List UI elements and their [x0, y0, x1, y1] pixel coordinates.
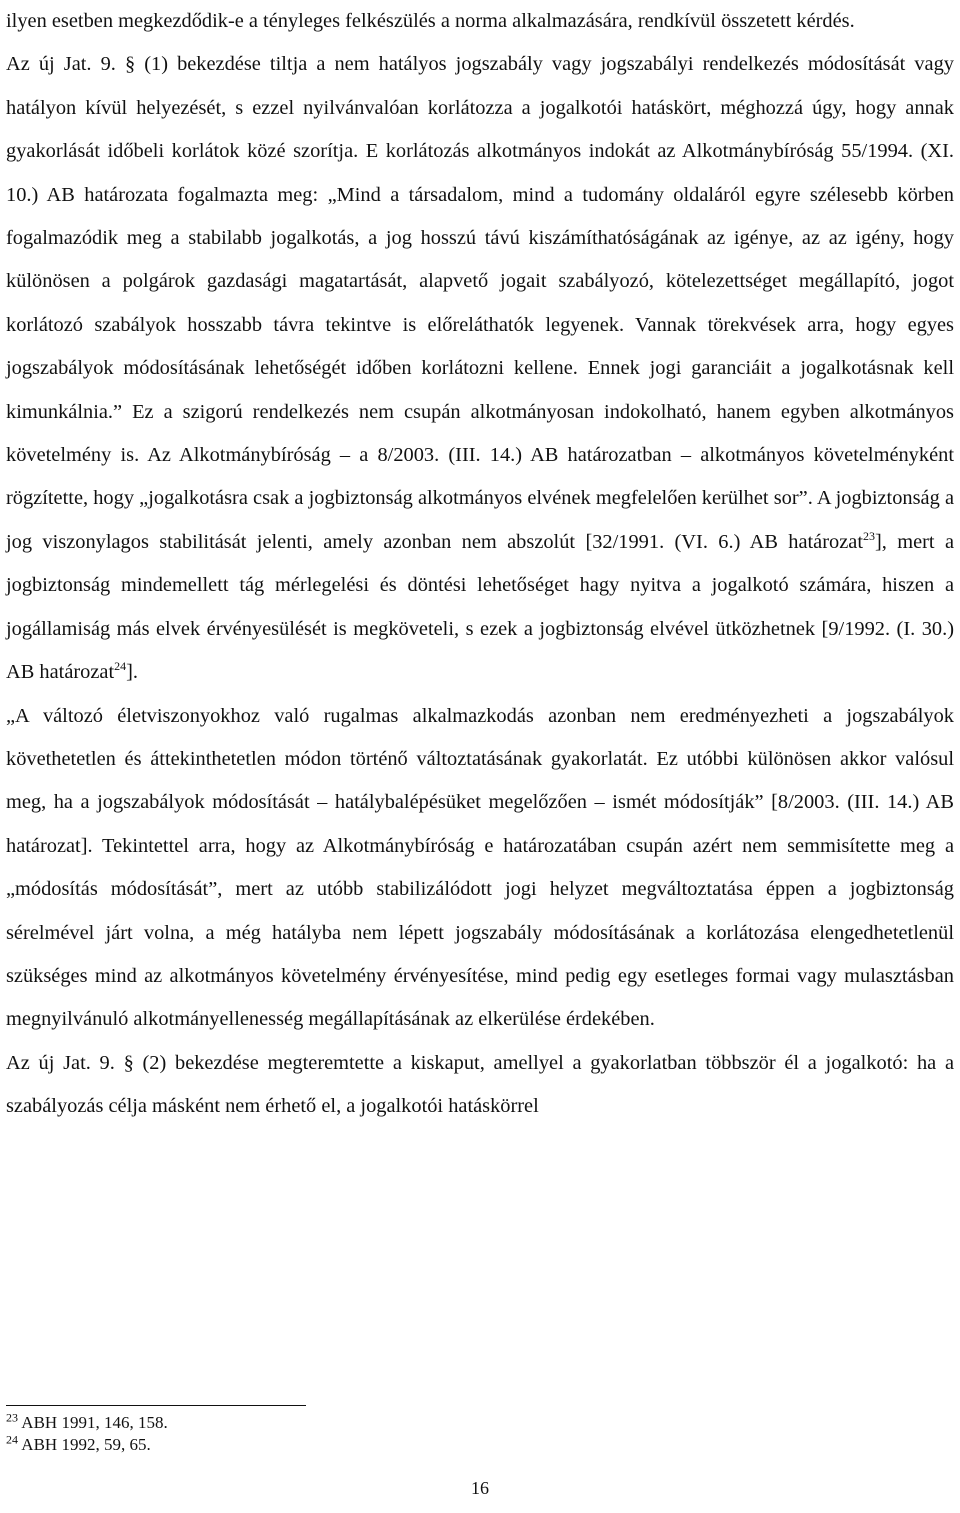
footnote-24	[6, 1434, 954, 1456]
footnote-number: 23	[6, 1410, 18, 1425]
document-body	[6, 0, 954, 1129]
footnote-separator	[6, 1405, 306, 1406]
footnote-text: ABH 1992, 59, 65.	[18, 1435, 151, 1454]
page-number: 16	[471, 1478, 489, 1498]
paragraph-1: ilyen esetben megkezdődik-e a tényleges felkészülés a norma alkalmazására, rendkívül összetett kérdés.	[6, 10, 855, 32]
paragraph-2-text: Az új Jat. 9. § (1) bekezdése tiltja a nem hatályos jogszabály vagy jogszabályi rendelkezés módosítását vagy hatályon kívül helyezését, s ezzel nyilvánvalóan korlátozza a jogalkotói hatáskört, méghozzá úgy, hogy annak gyakorlását időbeli korlátok közé szorítja. E korlátozás alkotmányos indokát az Alkotmánybíróság 55/1994. (XI. 10.) AB határozata fogalmazta meg: „Mind a társadalom, mind a tudomány oldaláról egyre szélesebb körben fogalmazódik meg a stabilabb jogalkotás, a jog hosszú távú kiszámíthatóságának az igénye, az az igény, hogy különösen a polgárok gazdasági magatartását, alapvető jogait szabályozó, kötelezettséget megállapító, jogot korlátozó szabályok hosszabb távra tekintve is előreláthatók legyenek. Vannak törekvések arra, hogy egyes jogszabályok módosításának lehetőségét időben korlátozni kellene. Ennek jogi garanciáit a jogalkotásnak kell kimunkálnia.” Ez a szigorú rendelkezés nem csupán alkotmányosan indokolható, hanem egyben alkotmányos követelmény is. Az Alkotmánybíróság – a 8/2003. (III. 14.) AB határozatban – alkotmányos követelményként rögzítette, hogy „jogalkotásra csak a jogbiztonság alkotmányos elvének megfelelően kerülhet sor”. A jogbiztonság a jog viszonylagos stabilitását jelenti, amely azonban nem abszolút [32/1991. (VI. 6.) AB határozat	[6, 53, 954, 553]
paragraph-2-cont: ], mert a jogbiztonság mindemellett tág mérlegelési és döntési lehetőséget hagy nyitva a jogalkotó számára, hiszen a jogállamiság más elvek érvényesülését is megköveteli, s ezek a jogbiztonság elvével ütközhetnek [9/1992. (I. 30.) AB határozat	[6, 530, 954, 684]
footnote-23	[6, 1412, 954, 1434]
paragraph-3: „A változó életviszonyokhoz való rugalmas alkalmazkodás azonban nem eredményezheti a jogszabályok követhetetlen és áttekinthetetlen módon történő változtatásának gyakorlatát. Ez utóbbi különösen akkor valósul meg, ha a jogszabályok módosítását – hatálybalépésüket megelőzően – ismét módosítják” [8/2003. (III. 14.) AB határozat]. Tekintettel arra, hogy az Alkotmánybíróság e határozatában csupán azért nem semmisítette meg a „módosítás módosítását”, mert az utóbb stabilizálódott jogi helyzet megváltoztatása éppen a jogbiztonság sérelmével járt volna, a még hatályba nem lépett jogszabály módosításának a korlátozása elengedhetetlenül szükséges mind az alkotmányos követelmény érvényesítése, mind pedig egy esetleges formai vagy mulasztásban megnyilvánuló alkotmányellenesség megállapításának az elkerülése érdekében.	[6, 704, 954, 1031]
footnotes	[6, 1405, 954, 1456]
paragraph-4: Az új Jat. 9. § (2) bekezdése megteremtette a kiskaput, amellyel a gyakorlatban többször él a jogalkotó: ha a szabályozás célja másként nem érhető el, a jogalkotói hatáskörrel	[6, 1051, 954, 1118]
footnote-ref-24[interactable]: 24	[114, 659, 127, 674]
footnote-number: 24	[6, 1432, 18, 1447]
paragraph-2-end: ].	[126, 661, 139, 684]
footnote-ref-23[interactable]: 23	[862, 529, 875, 544]
paragraph-2	[6, 43, 954, 694]
footnote-text: ABH 1991, 146, 158.	[18, 1413, 168, 1432]
